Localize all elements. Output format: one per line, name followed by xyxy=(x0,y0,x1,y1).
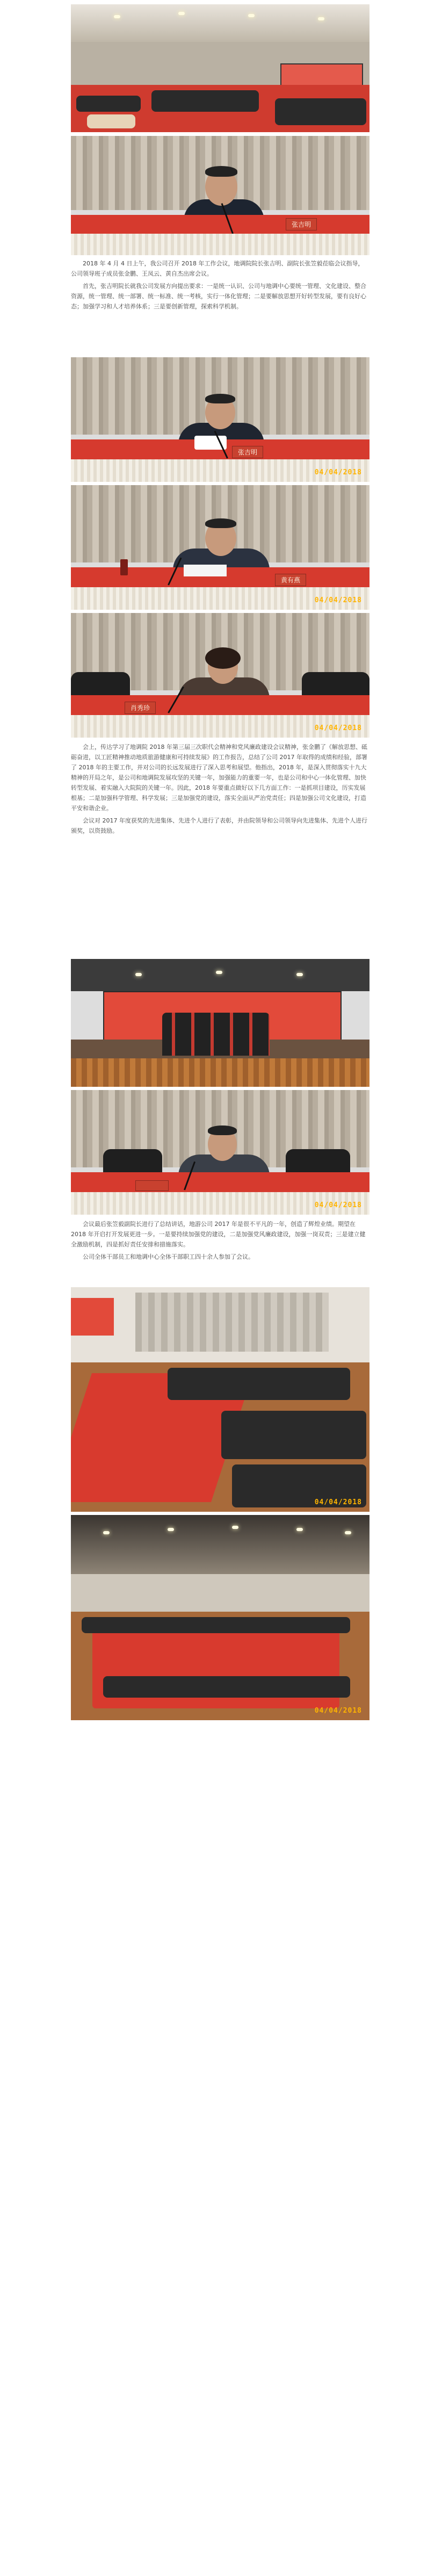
photo-speaker-2 xyxy=(71,357,369,482)
photo-date-stamp: 04/04/2018 xyxy=(314,1498,362,1506)
photo-speaker-4 xyxy=(71,613,369,738)
nameplate: 肖秀珍 xyxy=(125,702,156,714)
nameplate: 张吉明 xyxy=(232,446,263,458)
paragraph: 2018 年 4 月 4 日上午，我公司召开 2018 年工作会议，地调院院长张吉明、副院长张笠毅莅临会议指导，公司领导班子成员张金鹏、王凤云、黄自杰出席会议。 xyxy=(71,260,364,277)
photo-date-stamp: 04/04/2018 xyxy=(314,724,362,732)
photo-date-stamp: 04/04/2018 xyxy=(314,1201,362,1209)
photo-speaker-1 xyxy=(71,136,369,255)
photo-date-stamp: 04/04/2018 xyxy=(314,1707,362,1715)
nameplate: 黄有燕 xyxy=(275,574,306,586)
photo-speaker-3 xyxy=(71,485,369,610)
paragraph: 公司全体干部员工和地调中心全体干部职工四十余人参加了会议。 xyxy=(83,1253,254,1260)
photo-award-ceremony xyxy=(71,959,369,1087)
paragraph: 会议对 2017 年度获奖的先进集体、先进个人进行了表彰，并由院领导和公司领导向先进集体、先进个人进行颁奖，以资鼓励。 xyxy=(71,817,367,834)
photo-date-stamp: 04/04/2018 xyxy=(314,596,362,604)
nameplate: 张吉明 xyxy=(286,218,317,230)
article-text-block-1 xyxy=(71,258,369,354)
photo-meeting-table xyxy=(71,1287,369,1512)
article-text-block-3 xyxy=(71,1219,369,1287)
paragraph: 会上，传达学习了地调院 2018 年第三届三次职代会精神和党风廉政建设会议精神，张金鹏了《解放思想、砥砺奋进，以工匠精神推动地质旅游健康和可持续发展》的工作报告，总结了公司 2017 年取得的成绩和经验，部署了 2018 年的主要工作，并对公司的长远发展进行了深入思考和展望。他指出，2018 年，是深入贯彻落实十九大精神的开局之年，是公司和地调院发展攻坚的关键一年，加强能力的重要一年，也是公司和中心一体化管理、加快转型发展、着实融入大院院的关键一年。因此，2018 年要重点做好以下几方面工作：一是抓项目建设，历实发展根基；二是加强科学管理、科学发展；三是加强党的建设，落实全面从严治党责任；四是加强公司文化建设，打造平安和谐企业。 xyxy=(71,744,367,812)
nameplate xyxy=(135,1180,169,1191)
photo-conference-room-wide xyxy=(71,4,369,132)
paragraph: 会议最后张笠毅副院长进行了总结讲话，地游公司 2017 年是很不平凡的一年，创造了辉煌业绩。期望在 2018 年开启打开发展更进一步。一是要持续加强党的建设，二是加强党风廉政建设，加强一岗双责；三是建立健全激励机制，四是抓好责任安排和措施落实。 xyxy=(71,1221,366,1248)
paragraph: 首先，张吉明院长就我公司发展方向提出要求：一是统一认识、公司与地调中心要统一管理、文化建设、整合资源，统一管理、统一部署、统一标准、统一考核，实行一体化管理；二是要解放思想开好转型发展，要有良好心态；加强学习和人才培养体系；三是要创新管理，探索科学机制。 xyxy=(71,283,366,310)
article-text-block-2 xyxy=(71,742,369,956)
photo-meeting-hall xyxy=(71,1515,369,1720)
photo-speaker-5 xyxy=(71,1090,369,1215)
photo-date-stamp: 04/04/2018 xyxy=(314,468,362,477)
